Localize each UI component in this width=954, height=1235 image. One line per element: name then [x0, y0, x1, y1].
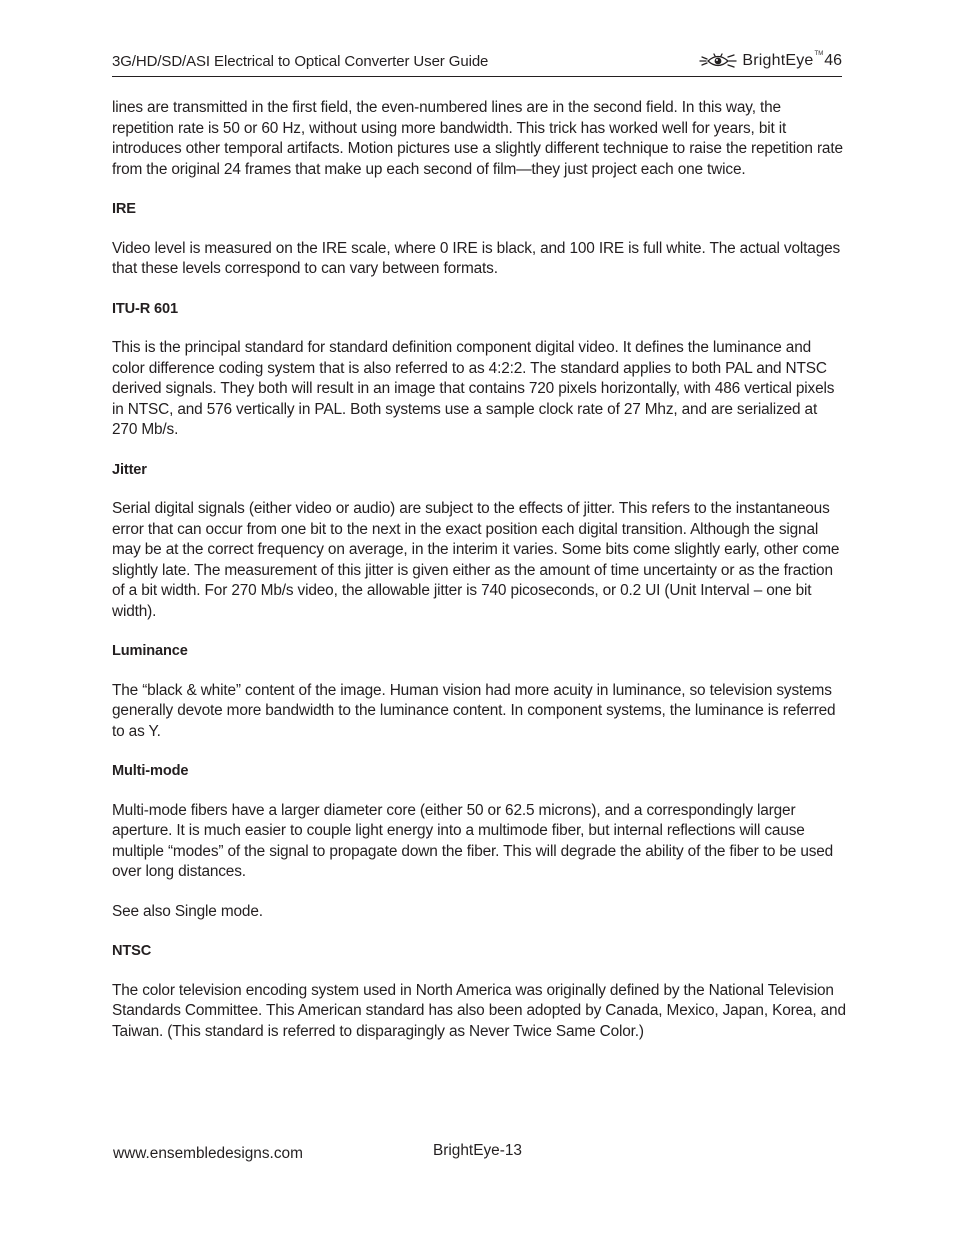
- glossary-content: [112, 98, 846, 1061]
- term-definition-ire: Video level is measured on the IRE scale, where 0 IRE is black, and 100 IRE is full white. The actual voltages that these levels correspond to can vary between formats.: [112, 239, 841, 277]
- term-definition-ntsc: The color television encoding system used in North America was originally defined by the National Television Standards Committee. This American standard has also been adopted by Canada, Mexico, Japan, Korea, and Taiwan. (This standard is referred to disparagingly as Never Twice Same Color.): [112, 981, 846, 1040]
- footer-website-url: www.ensembledesigns.com: [113, 1145, 303, 1162]
- term-definition-jitter: Serial digital signals (either video or audio) are subject to the effects of jitter. This refers to the instantaneous error that can occur from one bit to the next in the exact position each digital transition. Although the signal may be at the correct frequency on average, in the interim it varies. Some bits come slightly early, other come slightly late. The measurement of this jitter is given either as the amount of time uncertainty or as the fraction of a bit width. For 270 Mb/s video, the allowable jitter is 740 picoseconds, or 0.2 UI (Unit Interval – one bit width).: [112, 500, 840, 620]
- logo-wordmark: BrightEye: [742, 52, 814, 69]
- term-see-also-multi-mode: See also Single mode.: [112, 902, 263, 920]
- logo-trademark: TM: [814, 51, 824, 57]
- eye-logo-icon: [698, 52, 738, 70]
- term-heading-multi-mode: Multi-mode: [112, 763, 189, 779]
- logo-model-number: 46: [824, 52, 842, 69]
- term-heading-itu-r-601: ITU-R 601: [112, 300, 178, 317]
- brighteye-logo: [698, 50, 842, 72]
- intro-paragraph: lines are transmitted in the first field, the even-numbered lines are in the second field. In this way, the repetition rate is 50 or 60 Hz, without using more bandwidth. This trick has worked well for years, bit it introduces other temporal artifacts. Motion pictures use a slightly different technique to raise the repetition rate from the original 24 frames that make up each second of film—they just project each one twice.: [112, 99, 843, 178]
- term-heading-luminance: Luminance: [112, 643, 188, 659]
- document-title: 3G/HD/SD/ASI Electrical to Optical Converter User Guide: [112, 53, 489, 70]
- page-header: [112, 50, 842, 77]
- term-definition-multi-mode: Multi-mode fibers have a larger diameter core (either 50 or 62.5 microns), and a correspondingly larger aperture. It is much easier to couple light energy into a multimode fiber, but internal reflections will cause multiple “modes” of the signal to propagate down the fiber. This will degrade the ability of the fiber to be used over long distances.: [112, 801, 834, 880]
- footer-page-number: BrightEye-13: [433, 1142, 522, 1159]
- term-heading-jitter: Jitter: [112, 461, 147, 478]
- term-definition-itu-r-601: This is the principal standard for standard definition component digital video. It defines the luminance and color difference coding system that is also referred to as 4:2:2. The standard applies to both PAL and NTSC derived signals. They both will result in an image that contains 720 pixels horizontally, with 486 vertical pixels in NTSC, and 576 vertically in PAL. Both systems use a sample clock rate of 27 Mhz, and are serialized at 270 Mb/s.: [112, 339, 835, 438]
- term-heading-ire: IRE: [112, 201, 136, 217]
- term-heading-ntsc: NTSC: [112, 943, 152, 959]
- term-definition-luminance: The “black & white” content of the image. Human vision had more acuity in luminance, so television systems generally devote more bandwidth to the luminance content. In component systems, the luminance is referred to as Y.: [112, 681, 836, 740]
